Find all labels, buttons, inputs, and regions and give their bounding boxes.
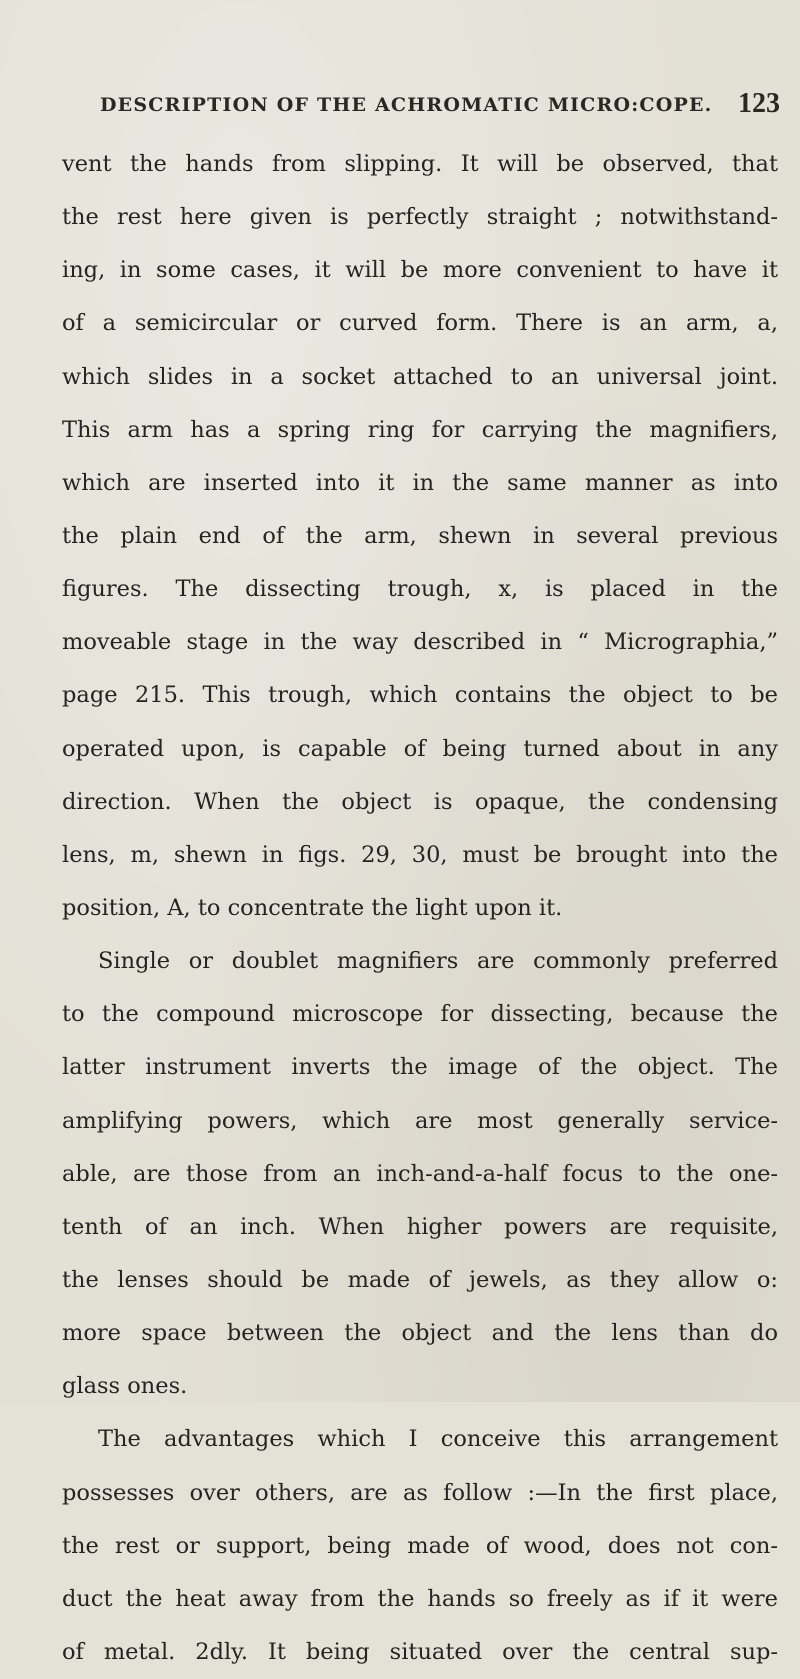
page-header bbox=[100, 88, 780, 134]
text-line: of a semicircular or curved form. There is an arm, a, bbox=[62, 310, 778, 337]
text-line: more space between the object and the lens than do bbox=[62, 1320, 778, 1347]
text-line: direction. When the object is opaque, the condensing bbox=[62, 788, 778, 815]
page-number: 123 bbox=[738, 88, 780, 119]
text-line: moveable stage in the way described in “ Micrographia,” bbox=[62, 629, 778, 656]
text-line: figures. The dissecting trough, x, is placed in the bbox=[62, 576, 778, 603]
running-head: DESCRIPTION OF THE ACHROMATIC MICRO:COPE. bbox=[100, 94, 713, 116]
text-line: which slides in a socket attached to an universal joint. bbox=[62, 363, 778, 390]
text-line: This arm has a spring ring for carrying the magnifiers, bbox=[62, 416, 778, 443]
text-line: position, A, to concentrate the light upon it. bbox=[62, 894, 563, 921]
text-line: the lenses should be made of jewels, as they allow o: bbox=[62, 1266, 778, 1293]
text-line: latter instrument inverts the image of the object. The bbox=[62, 1054, 778, 1081]
text-line: Single or doublet magnifiers are commonly preferred bbox=[98, 948, 778, 975]
text-line: possesses over others, are as follow :—In the first place, bbox=[62, 1479, 778, 1506]
text-line: the plain end of the arm, shewn in several previous bbox=[62, 522, 778, 549]
text-line: of metal. 2dly. It being situated over the central sup- bbox=[62, 1638, 778, 1665]
text-line: The advantages which I conceive this arrangement bbox=[98, 1426, 778, 1453]
text-line: page 215. This trough, which contains the object to be bbox=[62, 682, 778, 709]
text-line: lens, m, shewn in figs. 29, 30, must be brought into the bbox=[62, 841, 778, 868]
text-line: tenth of an inch. When higher powers are requisite, bbox=[62, 1213, 778, 1240]
text-line: duct the heat away from the hands so freely as if it were bbox=[62, 1585, 778, 1612]
text-line: the rest here given is perfectly straight ; notwithstand- bbox=[62, 204, 778, 231]
text-line: to the compound microscope for dissecting, because the bbox=[62, 1001, 778, 1028]
text-line: amplifying powers, which are most generally service- bbox=[62, 1107, 778, 1134]
text-line: able, are those from an inch-and-a-half focus to the one- bbox=[62, 1160, 778, 1187]
text-line: operated upon, is capable of being turned about in any bbox=[62, 735, 778, 762]
text-line: ing, in some cases, it will be more convenient to have it bbox=[62, 257, 778, 284]
text-line: which are inserted into it in the same manner as into bbox=[62, 469, 778, 496]
body-text bbox=[62, 138, 778, 1679]
text-line: the rest or support, being made of wood, does not con- bbox=[62, 1532, 778, 1559]
text-line: glass ones. bbox=[62, 1373, 188, 1400]
text-line: vent the hands from slipping. It will be observed, that bbox=[62, 151, 778, 177]
